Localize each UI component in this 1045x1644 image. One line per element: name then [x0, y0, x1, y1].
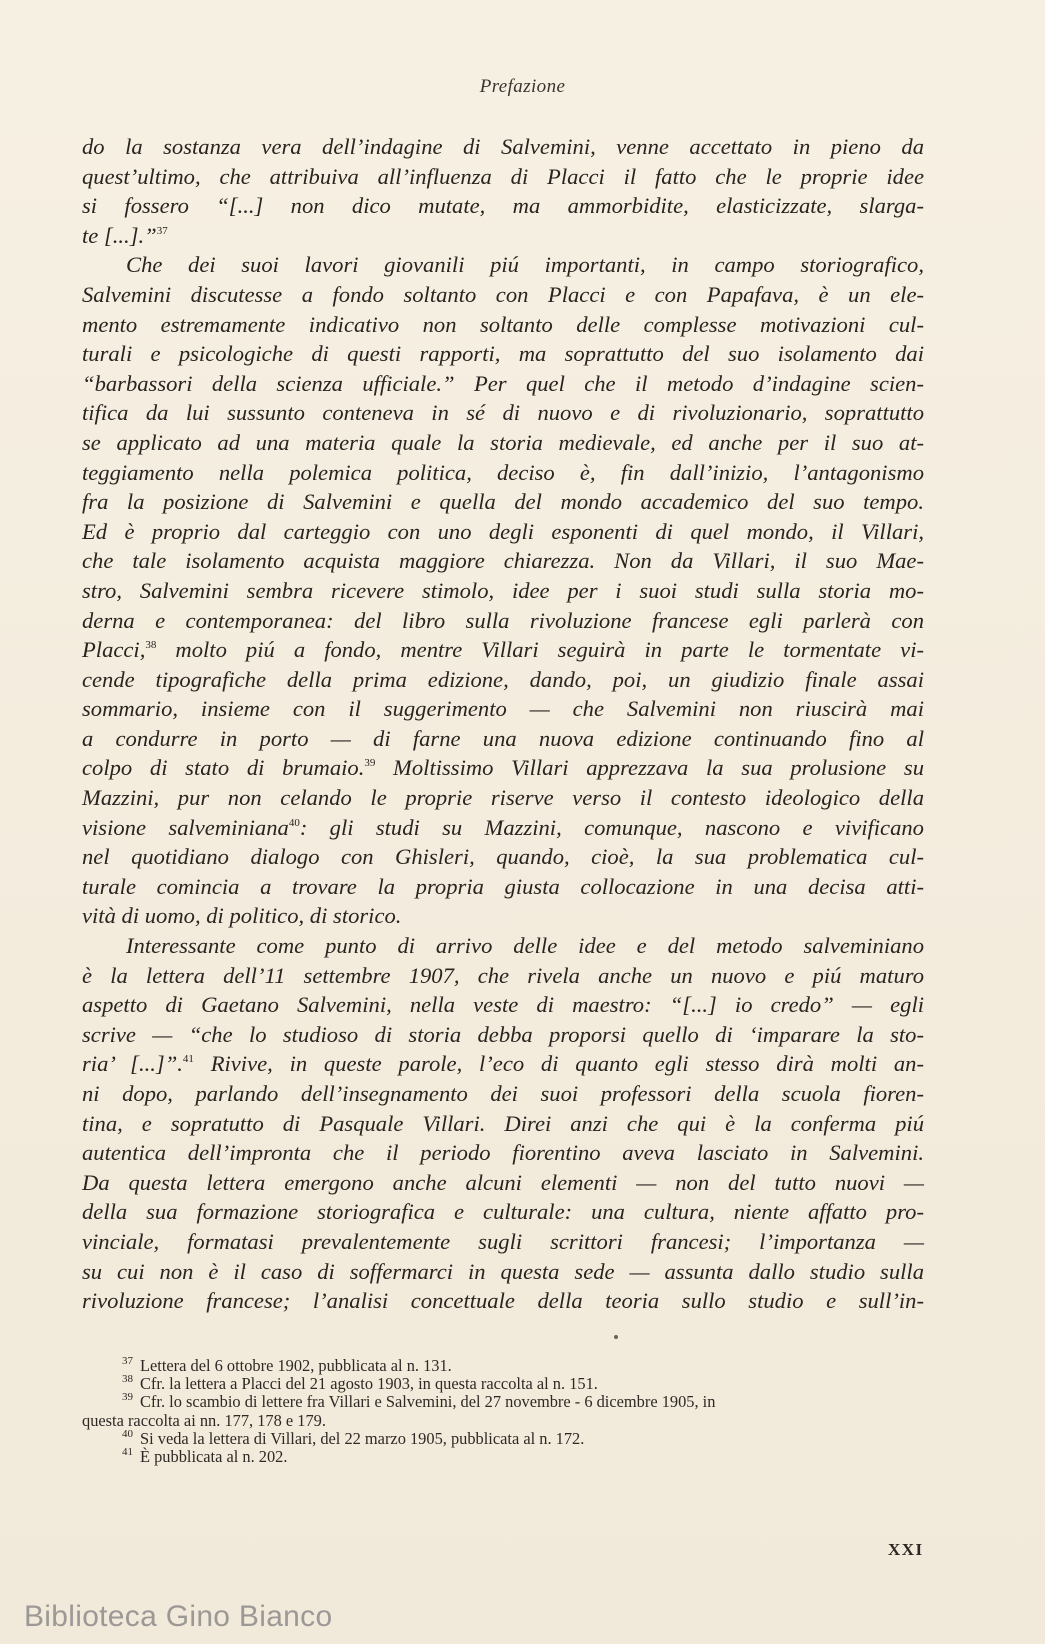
- text-line: Mazzini, pur non celando le proprie riserve verso il contesto ideologico della: [82, 785, 924, 811]
- footnote-number: 41: [122, 1446, 133, 1459]
- page-number: XXI: [888, 1540, 924, 1559]
- text-line: visione salveminiana$^{40}$: gli studi su Mazzini, comunque, nascono e vivificano: [82, 814, 924, 840]
- paragraph-start: Che dei suoi lavori giovanili piú importanti, in campo storiografico,: [126, 252, 924, 278]
- footnote-37: [82, 1357, 924, 1375]
- footnote-39-continuation: questa raccolta ai nn. 177, 178 e 179.: [82, 1410, 326, 1430]
- text-line: su cui non è il caso di soffermarci in questa sede — assunta dallo studio sulla: [82, 1258, 924, 1284]
- footnote-number: 37: [122, 1355, 133, 1367]
- body-text: [82, 132, 924, 1316]
- text-line: vità di uomo, di politico, di storico.: [82, 903, 402, 929]
- text-line: rivoluzione francese; l’analisi concettuale della teoria sullo studio e sull’in-: [82, 1288, 924, 1314]
- text-line: “barbassori della scienza ufficiale.” Per quel che il metodo d’indagine scien-: [82, 370, 924, 396]
- footnotes: [82, 1357, 924, 1466]
- text-line: Da questa lettera emergono anche alcuni elementi — non del tutto nuovi —: [82, 1169, 924, 1195]
- footnote-text: Si veda la lettera di Villari, del 22 marzo 1905, pubblicata al n. 172.: [140, 1428, 585, 1448]
- footnote-number: 38: [122, 1373, 133, 1386]
- text-line: autentica dell’impronta che il periodo fiorentino aveva lasciato in Salvemini.: [82, 1140, 924, 1166]
- footnote-text: È pubblicata al n. 202.: [140, 1447, 288, 1467]
- text-line: stro, Salvemini sembra ricevere stimolo, idee per i suoi studi sulla storia mo-: [82, 577, 924, 603]
- text-line: do la sostanza vera dell’indagine di Salvemini, venne accettato in pieno da: [82, 134, 924, 159]
- text-line: cende tipografiche della prima edizione, dando, poi, un giudizio finale assai: [82, 666, 924, 692]
- text-line: fra la posizione di Salvemini e quella del mondo accademico del suo tempo.: [82, 489, 924, 515]
- text-line: ria’ [...]”.$^{41}$ Rivive, in queste parole, l’eco di quanto egli stesso dirà molti an-: [82, 1051, 925, 1077]
- footnote-38: [82, 1375, 924, 1393]
- footnote-text: Lettera del 6 ottobre 1902, pubblicata al n. 131.: [140, 1356, 452, 1375]
- note-ref-37[interactable]: 37: [156, 224, 168, 237]
- running-title: Prefazione: [479, 76, 566, 97]
- text-line: aspetto di Gaetano Salvemini, nella veste di maestro: “[...] io credo” — egli: [82, 992, 924, 1018]
- footnote-text: Cfr. la lettera a Placci del 21 agosto 1903, in questa raccolta al n. 151.: [140, 1374, 598, 1394]
- text-line: turale comincia a trovare la propria giusta collocazione in una decisa atti-: [82, 873, 924, 899]
- text-line: tifica da lui sussunto conteneva in sé di nuovo e di rivoluzionario, soprattutto: [82, 400, 924, 426]
- text-line: colpo di stato di brumaio.$^{39}$ Moltissimo Villari apprezzava la sua prolusione su: [82, 755, 924, 781]
- text-line: quest’ultimo, che attribuiva all’influenza di Placci il fatto che le proprie idee: [82, 163, 924, 189]
- text-line: nel quotidiano dialogo con Ghisleri, quando, cioè, la sua problematica cul-: [82, 844, 924, 870]
- text-line: si fossero “[...] non dico mutate, ma ammorbidite, elasticizzate, slarga-: [82, 193, 924, 219]
- text-line: teggiamento nella polemica politica, deciso è, fin dall’inizio, l’antagonismo: [82, 459, 924, 485]
- footnote-number: 39: [122, 1391, 133, 1404]
- text-line: se applicato ad una materia quale la storia medievale, ed anche per il suo at-: [82, 429, 924, 455]
- footnote-number: 40: [122, 1427, 133, 1440]
- text-line: tina, e sopratutto di Pasquale Villari. Direi anzi che qui è la conferma piú: [82, 1110, 924, 1136]
- text-line: turali e psicologiche di questi rapporti, ma soprattutto del suo isolamento dai: [82, 341, 924, 367]
- text-line: Placci,$^{38}$ molto piú a fondo, mentre Villari seguirà in parte le tormentate vi-: [82, 637, 924, 663]
- text-line: è la lettera dell’11 settembre 1907, che rivela anche un nuovo e piú maturo: [82, 962, 924, 988]
- text-line: che tale isolamento acquista maggiore chiarezza. Non da Villari, il suo Mae-: [82, 548, 924, 574]
- note-ref-39[interactable]: 39: [364, 757, 376, 770]
- text-line: derna e contemporanea: del libro sulla rivoluzione francese egli parlerà con: [82, 607, 924, 633]
- text-line: Salvemini discutesse a fondo soltanto con Placci e con Papafava, è un ele-: [82, 281, 924, 307]
- text-line: della sua formazione storiografica e culturale: una cultura, niente affatto pro-: [82, 1199, 924, 1225]
- paragraph-start: Interessante come punto di arrivo delle idee e del metodo salveminiano: [126, 933, 924, 959]
- text-line: Ed è proprio dal carteggio con uno degli esponenti di quel mondo, il Villari,: [82, 518, 924, 544]
- note-ref-41[interactable]: 41: [182, 1053, 194, 1066]
- text-line: scrive — “che lo studioso di storia debba proporsi quello di ‘imparare la sto-: [82, 1021, 924, 1047]
- text-line: ni dopo, parlando dell’insegnamento dei suoi professori della scuola fioren-: [82, 1081, 924, 1106]
- footnote-text: Cfr. lo scambio di lettere fra Villari e Salvemini, del 27 novembre - 6 dicembre 1905, in: [140, 1392, 716, 1412]
- note-ref-40[interactable]: 40: [288, 816, 300, 829]
- text-line: a condurre in porto — di farne una nuova edizione continuando fino al: [82, 725, 924, 751]
- watermark: Biblioteca Gino Bianco: [24, 1600, 333, 1633]
- note-ref-38[interactable]: 38: [145, 639, 157, 652]
- footnote-39: [82, 1393, 924, 1411]
- text-line: vinciale, formatasi prevalentemente sugli scrittori francesi; l’importanza —: [82, 1228, 924, 1254]
- text-line: sommario, insieme con il suggerimento — che Salvemini non riuscirà mai: [82, 696, 924, 722]
- footnote-separator-dot: [614, 1335, 618, 1339]
- text-line: te [...].”$^{37}$: [82, 222, 168, 248]
- footnote-40: [82, 1427, 924, 1448]
- footnote-41: [82, 1448, 924, 1466]
- text-line: mento estremamente indicativo non soltanto delle complesse motivazioni cul-: [82, 311, 924, 337]
